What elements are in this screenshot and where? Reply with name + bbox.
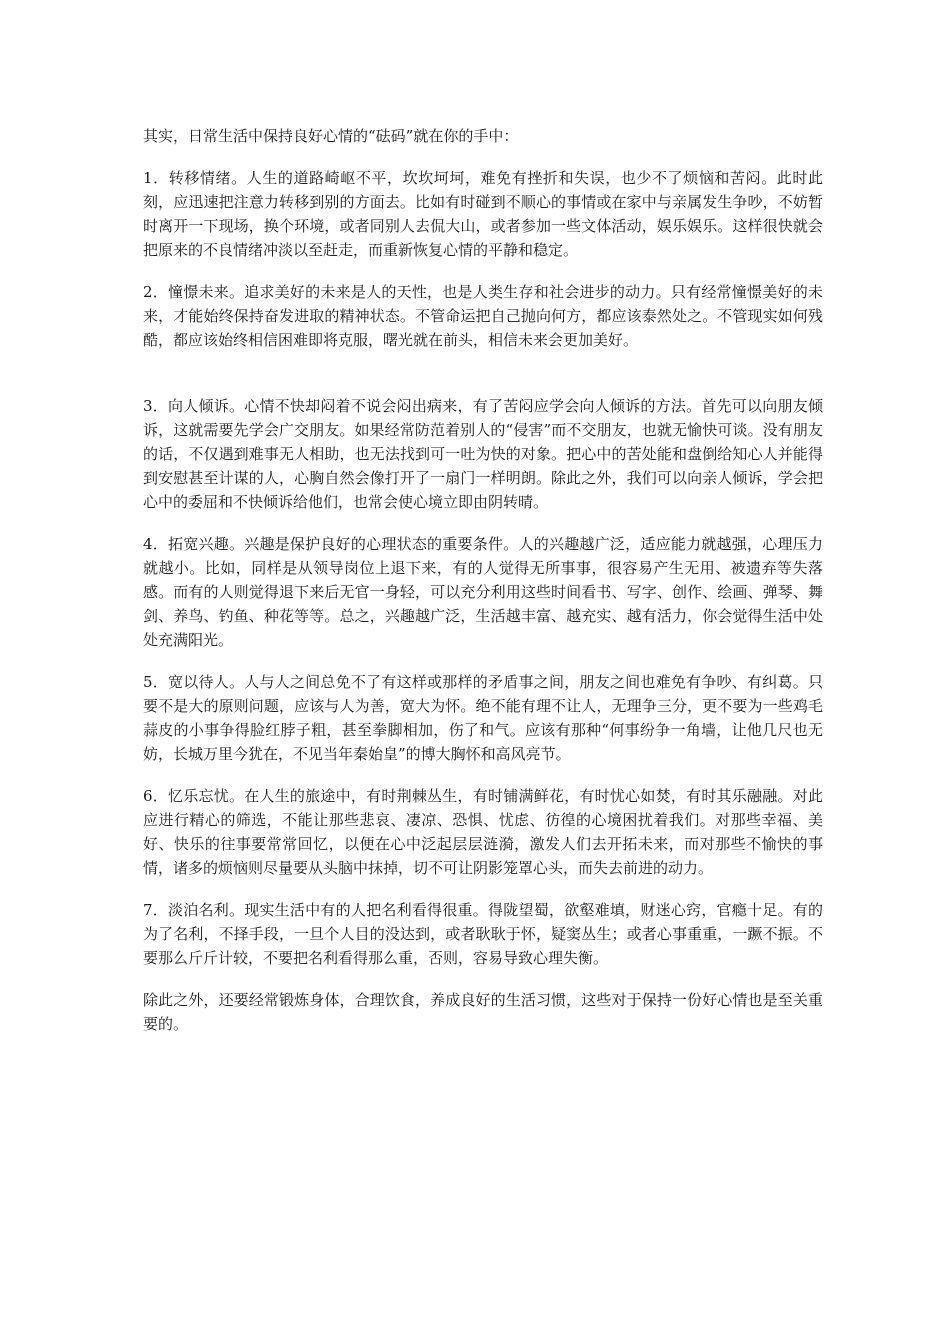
item-paragraph-7: 7．淡泊名利。现实生活中有的人把名利看得很重。得陇望蜀，欲壑难填，财迷心窍，官瘾十足。有的为了名利，不择手段，一旦个人目的没达到，或者耿耿于怀，疑窦丛生；或者心事重重，一蹶不振。不要那么斤斤计较，不要把名利看得那么重，否则，容易导致心理失衡。: [143, 901, 823, 967]
item-paragraph-6: 6．忆乐忘忧。在人生的旅途中，有时荆棘丛生，有时铺满鲜花，有时忧心如焚，有时其乐融融。对此应进行精心的筛选，不能让那些悲哀、凄凉、恐惧、忧虑、彷徨的心境困扰着我们。对那些幸福、美好、快乐的往事要常常回忆，以便在心中泛起层层涟漪，激发人们去开拓未来，而对那些不愉快的事情，诸多的烦恼则尽量要从头脑中抹掉，切不可让阴影笼罩心头，而失去前进的动力。: [143, 787, 823, 877]
item-paragraph-2: 2．憧憬未来。追求美好的未来是人的天性，也是人类生存和社会进步的动力。只有经常憧憬美好的未来，才能始终保持奋发进取的精神状态。不管命运把自己抛向何方，都应该泰然处之。不管现实如何残酷，都应该始终相信困难即将克服，曙光就在前头，相信未来会更加美好。: [143, 283, 823, 349]
item-paragraph-1: 1．转移情绪。人生的道路崎岖不平，坎坎坷坷，难免有挫折和失误，也少不了烦恼和苦闷。此时此刻，应迅速把注意力转移到别的方面去。比如有时碰到不顺心的事情或在家中与亲属发生争吵，不妨暂时离开一下现场，换个环境，或者同别人去侃大山，或者参加一些文体活动，娱乐娱乐。这样很快就会把原来的不良情绪冲淡以至赶走，而重新恢复心情的平静和稳定。: [143, 169, 823, 259]
document-body: [143, 124, 823, 1054]
item-paragraph-3: 3．向人倾诉。心情不快却闷着不说会闷出病来，有了苦闷应学会向人倾诉的方法。首先可以向朋友倾诉，这就需要先学会广交朋友。如果经常防范着别人的“侵害”而不交朋友，也就无愉快可谈。没有朋友的话，不仅遇到难事无人相助，也无法找到可一吐为快的对象。把心中的苦处能和盘倒给知心人并能得到安慰甚至计谋的人，心胸自然会像打开了一扇门一样明朗。除此之外，我们可以向亲人倾诉，学会把心中的委屈和不快倾诉给他们，也常会使心境立即由阴转晴。: [143, 397, 823, 511]
intro-paragraph: 其实，日常生活中保持良好心情的“砝码”就在你的手中：: [143, 127, 519, 145]
closing-paragraph: 除此之外，还要经常锻炼身体，合理饮食，养成良好的生活习惯，这些对于保持一份好心情也是至关重要的。: [143, 991, 823, 1033]
item-paragraph-4: 4．拓宽兴趣。兴趣是保护良好的心理状态的重要条件。人的兴趣越广泛，适应能力就越强，心理压力就越小。比如，同样是从领导岗位上退下来，有的人觉得无所事事，很容易产生无用、被遗弃等失落感。而有的人则觉得退下来后无官一身轻，可以充分利用这些时间看书、写字、创作、绘画、弹琴、舞剑、养鸟、钓鱼、种花等等。总之，兴趣越广泛，生活越丰富、越充实、越有活力，你会觉得生活中处处充满阳光。: [143, 535, 823, 649]
item-paragraph-5: 5．宽以待人。人与人之间总免不了有这样或那样的矛盾事之间，朋友之间也难免有争吵、有纠葛。只要不是大的原则问题，应该与人为善，宽大为怀。绝不能有理不让人，无理争三分，更不要为一些鸡毛蒜皮的小事争得脸红脖子粗，甚至拳脚相加，伤了和气。应该有那种“何事纷争一角墙，让他几尺也无妨，长城万里今犹在，不见当年秦始皇”的博大胸怀和高风亮节。: [143, 673, 823, 763]
